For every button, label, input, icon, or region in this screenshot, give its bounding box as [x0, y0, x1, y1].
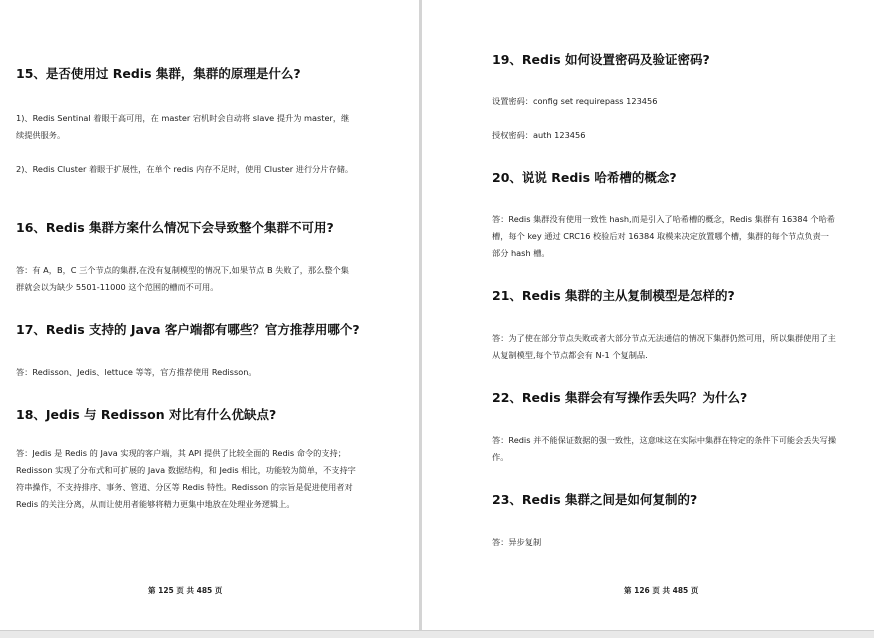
section-18-body	[16, 445, 356, 513]
paragraph: 答：Redis 集群没有使用一致性 hash,而是引入了哈希槽的概念，Redis 集群有 16384 个哈希槽，每个 key 通过 CRC16 校验后对 16384 取模来决定放置哪个槽，集群的每个节点负责一部分 hash 槽。	[492, 214, 835, 258]
section-title: 15、是否使用过 Redis 集群，集群的原理是什么?	[16, 66, 301, 81]
section-22-body	[492, 432, 837, 466]
left-page	[0, 0, 419, 630]
paragraph: 2)、Redis Cluster 着眼于扩展性，在单个 redis 内存不足时，使用 Cluster 进行分片存储。	[16, 164, 354, 174]
paragraph: 答：有 A，B，C 三个节点的集群,在没有复制模型的情况下,如果节点 B 失败了，那么整个集群就会以为缺少 5501-11000 这个范围的槽而不可用。	[16, 265, 349, 292]
section-16-body	[16, 262, 356, 296]
right-page	[422, 0, 874, 630]
page-footer: 第 125 页 共 485 页	[148, 586, 223, 595]
paragraph: 1)、Redis Sentinal 着眼于高可用，在 master 宕机时会自动将 slave 提升为 master，继续提供服务。	[16, 113, 350, 140]
paragraph: 授权密码：auth 123456	[492, 130, 586, 140]
section-title: 20、说说 Redis 哈希槽的概念?	[492, 170, 677, 185]
section-15-body-1	[16, 110, 356, 144]
section-21	[492, 288, 837, 304]
section-title: 21、Redis 集群的主从复制模型是怎样的?	[492, 288, 735, 303]
paragraph: 答：Redisson、Jedis、lettuce 等等，官方推荐使用 Redisson。	[16, 367, 257, 377]
section-21-body	[492, 330, 837, 364]
section-15-body-2	[16, 161, 356, 178]
section-title: 23、Redis 集群之间是如何复制的?	[492, 492, 698, 507]
section-16	[16, 220, 356, 236]
section-19-body-2	[492, 127, 837, 144]
page-footer: 第 126 页 共 485 页	[624, 586, 699, 595]
section-17	[16, 322, 360, 338]
section-title: 19、Redis 如何设置密码及验证密码?	[492, 52, 710, 67]
section-title: 16、Redis 集群方案什么情况下会导致整个集群不可用?	[16, 220, 334, 235]
section-title: 22、Redis 集群会有写操作丢失吗？为什么?	[492, 390, 748, 405]
paragraph: 答：为了使在部分节点失败或者大部分节点无法通信的情况下集群仍然可用，所以集群使用了主从复制模型,每个节点都会有 N-1 个复制品.	[492, 333, 836, 360]
section-15	[16, 66, 356, 82]
paragraph: 答：异步复制	[492, 537, 542, 547]
section-19	[492, 52, 837, 68]
section-20	[492, 170, 837, 186]
section-23-body	[492, 534, 837, 551]
section-title: 18、Jedis 与 Redisson 对比有什么优缺点?	[16, 407, 277, 422]
section-17-body	[16, 364, 356, 381]
section-19-body-1	[492, 93, 837, 110]
section-title: 17、Redis 支持的 Java 客户端都有哪些？官方推荐用哪个?	[16, 322, 360, 337]
section-22	[492, 390, 837, 406]
section-20-body	[492, 211, 837, 262]
paragraph: 设置密码：config set requirepass 123456	[492, 96, 658, 106]
section-23	[492, 492, 837, 508]
section-18	[16, 407, 356, 423]
paragraph: 答：Jedis 是 Redis 的 Java 实现的客户端，其 API 提供了比较全面的 Redis 命令的支持；Redisson 实现了分布式和可扩展的 Java 数据结构，和 Jedis 相比，功能较为简单，不支持字符串操作，不支持排序、事务、管道、分区等 Redis 特性。Redisson 的宗旨是促进使用者对 Redis 的关注分离，从而让使用者能够将精力更集中地放在处理业务逻辑上。	[16, 448, 356, 509]
paragraph: 答：Redis 并不能保证数据的强一致性，这意味这在实际中集群在特定的条件下可能会丢失写操作。	[492, 435, 837, 462]
